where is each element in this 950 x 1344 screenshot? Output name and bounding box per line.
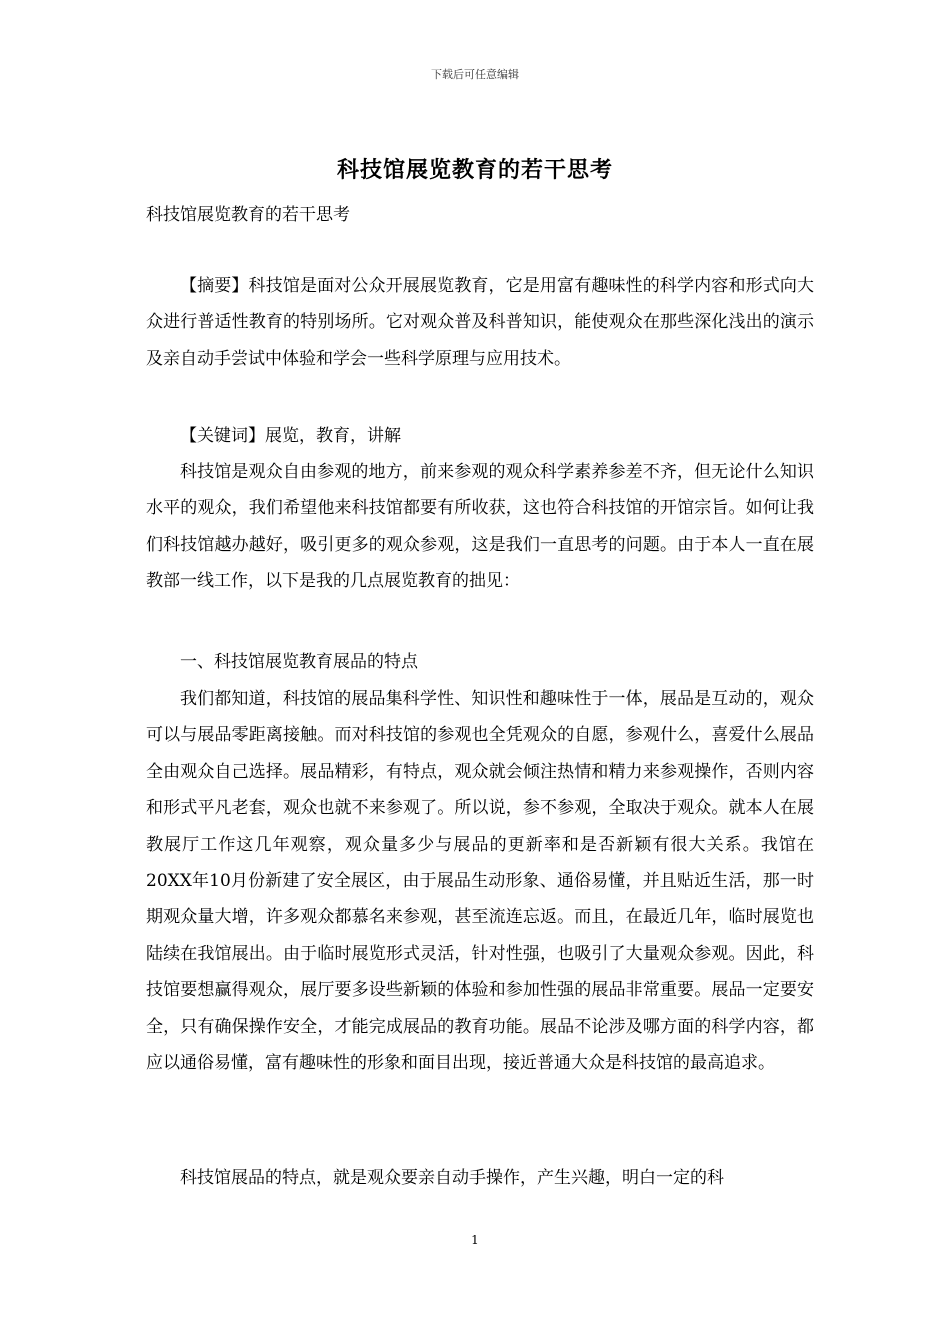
- body-paragraph-1: 科技馆是观众自由参观的地方，前来参观的观众科学素养参差不齐，但无论什么知识水平的观众，我们希望他来科技馆都要有所收获，这也符合科技馆的开馆宗旨。如何让我们科技馆越办越好，吸引更多的观众参观，这是我们一直思考的问题。由于本人一直在展教部一线工作，以下是我的几点展览教育的拙见：: [146, 462, 814, 592]
- document-subtitle: 科技馆展览教育的若干思考: [146, 205, 350, 225]
- body-paragraph-3: 科技馆展品的特点，就是观众要亲自动手操作，产生兴趣，明白一定的科: [180, 1168, 724, 1188]
- keywords-paragraph: 【关键词】展览，教育，讲解: [180, 426, 401, 446]
- section-heading: 一、科技馆展览教育展品的特点: [180, 652, 418, 672]
- document-title: 科技馆展览教育的若干思考: [336, 157, 613, 183]
- header-note: 下载后可任意编辑: [431, 68, 519, 81]
- body-paragraph-2: 我们都知道，科技馆的展品集科学性、知识性和趣味性于一体，展品是互动的，观众可以与展品零距离接触。而对科技馆的参观也全凭观众的自愿，参观什么，喜爱什么展品全由观众自己选择。展品精彩，有特点，观众就会倾注热情和精力来参观操作，否则内容和形式平凡老套，观众也就不来参观了。所以说，参不参观，全取决于观众。就本人在展教展厅工作这几年观察，观众量多少与展品的更新率和是否新颖有很大关系。我馆在20XX年10月份新建了安全展区，由于展品生动形象、通俗易懂，并且贴近生活，那一时期观众量大增，许多观众都慕名来参观，甚至流连忘返。而且，在最近几年，临时展览也陆续在我馆展出。由于临时展览形式灵活，针对性强，也吸引了大量观众参观。因此，科技馆要想赢得观众，展厅要多设些新颖的体验和参加性强的展品非常重要。展品一定要安全，只有确保操作安全，才能完成展品的教育功能。展品不论涉及哪方面的科学内容，都应以通俗易懂，富有趣味性的形象和面目出现，接近普通大众是科技馆的最高追求。: [146, 689, 814, 1074]
- page-number: 1: [471, 1233, 479, 1247]
- abstract-paragraph: 【摘要】科技馆是面对公众开展展览教育，它是用富有趣味性的科学内容和形式向大众进行普适性教育的特别场所。它对观众普及科普知识，能使观众在那些深化浅出的演示及亲自动手尝试中体验和学会一些科学原理与应用技术。: [146, 276, 814, 369]
